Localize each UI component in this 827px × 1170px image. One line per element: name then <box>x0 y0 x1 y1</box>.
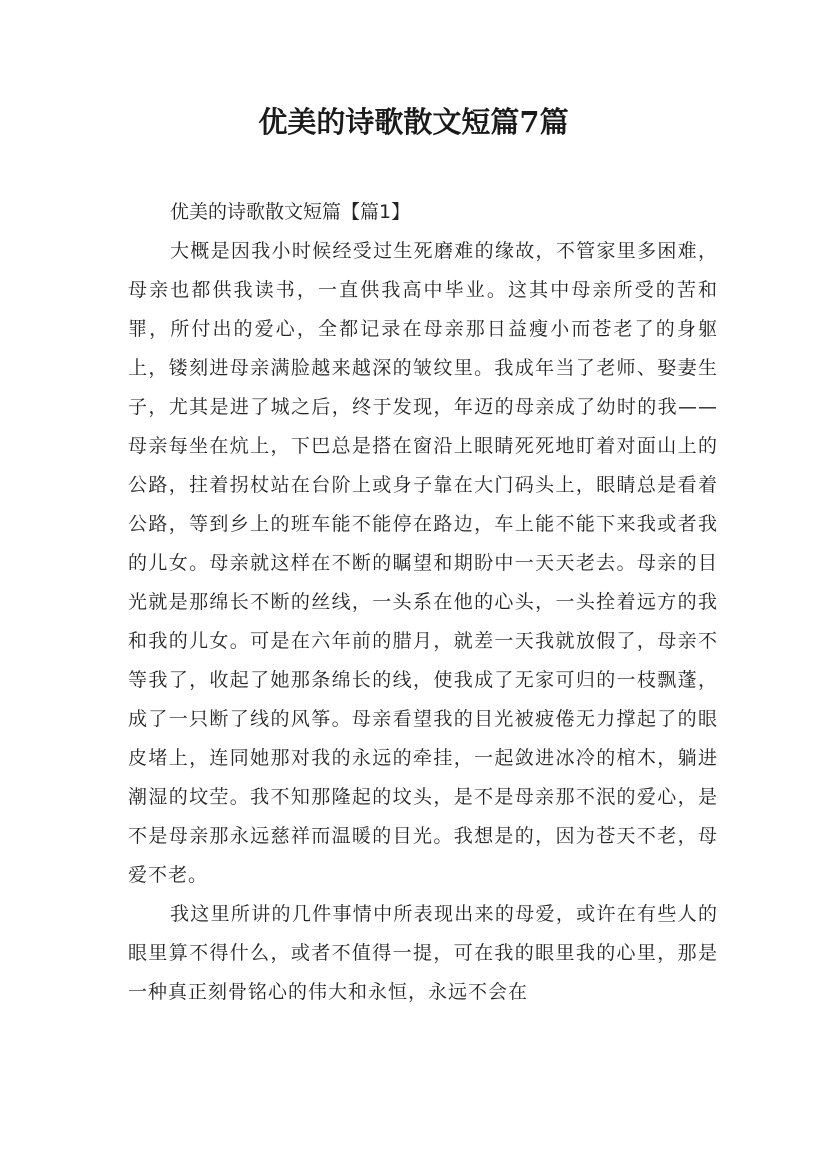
paragraph-2: 我这里所讲的几件事情中所表现出来的母爱，或许在有些人的眼里算不得什么，或者不值得一提，可在我的眼里我的心里，那是一种真正刻骨铭心的伟大和永恒，永远不会在 <box>128 903 718 1003</box>
paragraph-1: 大概是因我小时候经受过生死磨难的缘故，不管家里多困难，母亲也都供我读书，一直供我高中毕业。这其中母亲所受的苦和罪，所付出的爱心，全都记录在母亲那日益瘦小而苍老了的身躯上，镂刻进母亲满脸越来越深的皱纹里。我成年当了老师、娶妻生子，尤其是进了城之后，终于发现，年迈的母亲成了幼时的我——母亲每坐在炕上，下巴总是搭在窗沿上眼睛死死地盯着对面山上的公路，拄着拐杖站在台阶上或身子靠在大门码头上，眼睛总是看着公路，等到乡上的班车能不能停在路边，车上能不能下来我或者我的儿女。母亲就这样在不断的瞩望和期盼中一天天老去。母亲的目光就是那绵长不断的丝线，一头系在他的心头，一头拴着远方的我和我的儿女。可是在六年前的腊月，就差一天我就放假了，母亲不等我了，收起了她那条绵长的线，使我成了无家可归的一枝飘蓬，成了一只断了线的风筝。母亲看望我的目光被疲倦无力撑起了的眼皮堵上，连同她那对我的永远的牵挂，一起敛进冰冷的棺木，躺进潮湿的坟茔。我不知那隆起的坟头，是不是母亲那不泯的爱心，是不是母亲那永远慈祥而温暖的目光。我想是的，因为苍天不老，母爱不老。 <box>128 240 718 886</box>
document-title: 优美的诗歌散文短篇7篇 <box>258 105 569 139</box>
section-heading: 优美的诗歌散文短篇【篇1】 <box>170 201 411 223</box>
document-body <box>128 193 718 1012</box>
